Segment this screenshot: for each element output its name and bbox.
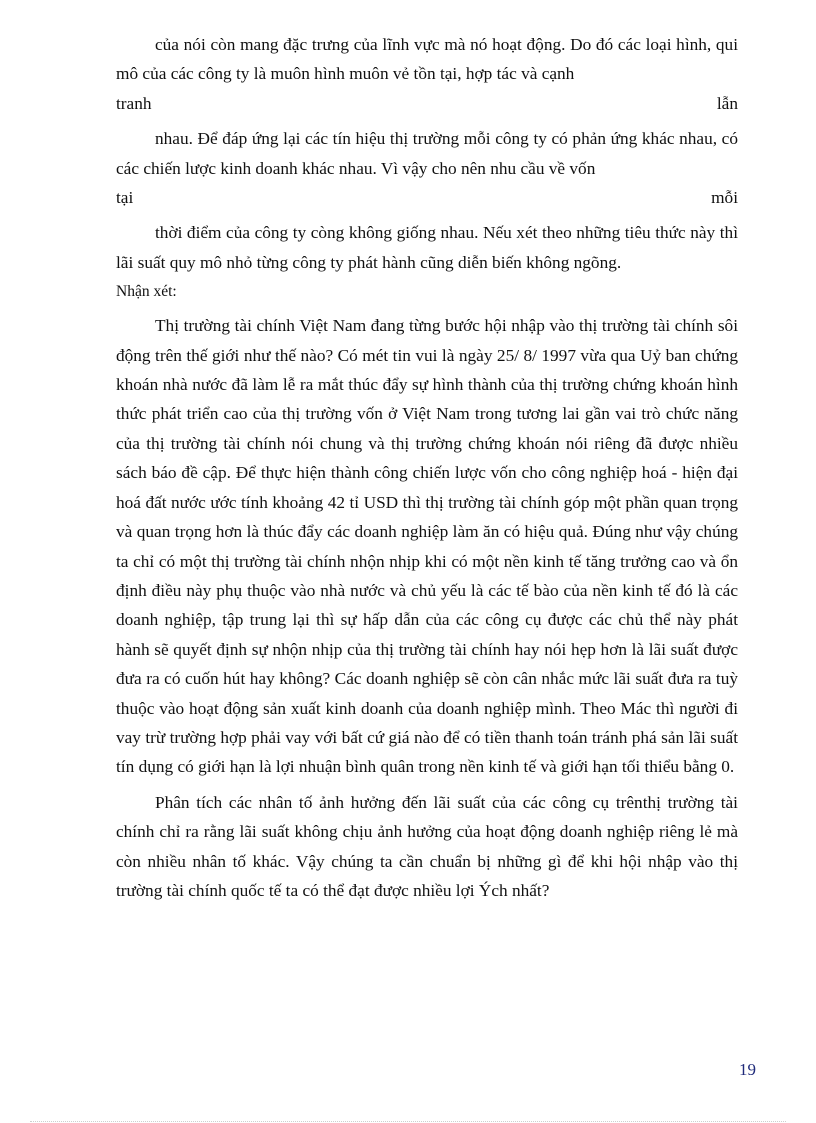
paragraph-1-line-1: của nói còn mang đặc trưng của lĩnh vực mà nó hoạt động. Do đó các loại hình, qui mô của các công ty là muôn hình muôn vẻ tồn tại, hợp tác và cạnh bbox=[116, 35, 738, 84]
paragraph-5: Phân tích các nhân tố ảnh hưởng đến lãi suất của các công cụ trênthị trường tài chính chỉ ra rằng lãi suất không chịu ảnh hưởng của hoạt động doanh nghiệp riêng lẻ mà còn nhiều nhân tố khác. Vậy chúng ta cần chuẩn bị những gì để khi hội nhập vào thị trường tài chính quốc tế ta có thể đạt được nhiều lợi Ých nhất? bbox=[116, 792, 738, 900]
paragraph-1-line-2: tranh lẫn bbox=[116, 93, 738, 113]
paragraph-2-line-1: nhau. Để đáp ứng lại các tín hiệu thị trường mỗi công ty có phản ứng khác nhau, có các chiến lược kinh doanh khác nhau. Vì vậy cho nên nhu cầu về vốn bbox=[116, 129, 738, 178]
document-body bbox=[116, 30, 738, 905]
paragraph-2-line-2: tại mỗi bbox=[116, 188, 738, 208]
paragraph-4: Thị trường tài chính Việt Nam đang từng bước hội nhập vào thị trường tài chính sôi động trên thế giới như thế nào? Có mét tin vui là ngày 25/ 8/ 1997 vừa qua Uỷ ban chứng khoán nhà nước đã làm lễ ra mắt thúc đẩy sự hình thành của thị trường chứng khoán hình thức phát triển cao của thị trường vốn ở Việt Nam trong tương lai gần vai trò chức năng của thị trường tài chính nói chung và thị trường chứng khoán nói riêng đã được nhiều sách báo đề cập. Để thực hiện thành công chiến lược vốn cho công nghiệp hoá - hiện đại hoá đất nước ước tính khoảng 42 tỉ USD thì thị trường tài chính góp một phần quan trọng và quan trọng hơn là thúc đẩy các doanh nghiệp làm ăn có hiệu quả. Đúng như vậy chúng ta chỉ có một thị trường tài chính nhộn nhịp khi có một nền kinh tế tăng trưởng cao và ổn định điều này phụ thuộc vào nhà nước và chủ yếu là các tế bào của nền kinh tế đó là các doanh nghiệp, tập trung lại thì sự hấp dẫn của các công cụ được các chủ thể này phát hành sẽ quyết định sự nhộn nhịp của thị trường tài chính hay nói hẹp hơn là lãi suất được đưa ra có cuốn hút hay không? Các doanh nghiệp sẽ còn cân nhắc mức lãi suất đưa ra tuỳ thuộc vào hoạt động sản xuất kinh doanh của doanh nghiệp mình. Theo Mác thì người đi vay trừ trường hợp phải vay với bất cứ giá nào để có tiền thanh toán tránh phá sản lãi suất tín dụng có giới hạn là lợi nhuận bình quân trong nền kinh tế và giới hạn tối thiểu bằng 0. bbox=[116, 316, 738, 777]
page-number: 19 bbox=[739, 1060, 756, 1079]
section-label: Nhận xét: bbox=[116, 283, 177, 301]
footer-divider bbox=[30, 1121, 786, 1122]
paragraph-3: thời điểm của công ty còng không giống nhau. Nếu xét theo những tiêu thức này thì lãi suất quy mô nhỏ từng công ty phát hành cũng diễn biến không ngõng. bbox=[116, 223, 738, 272]
